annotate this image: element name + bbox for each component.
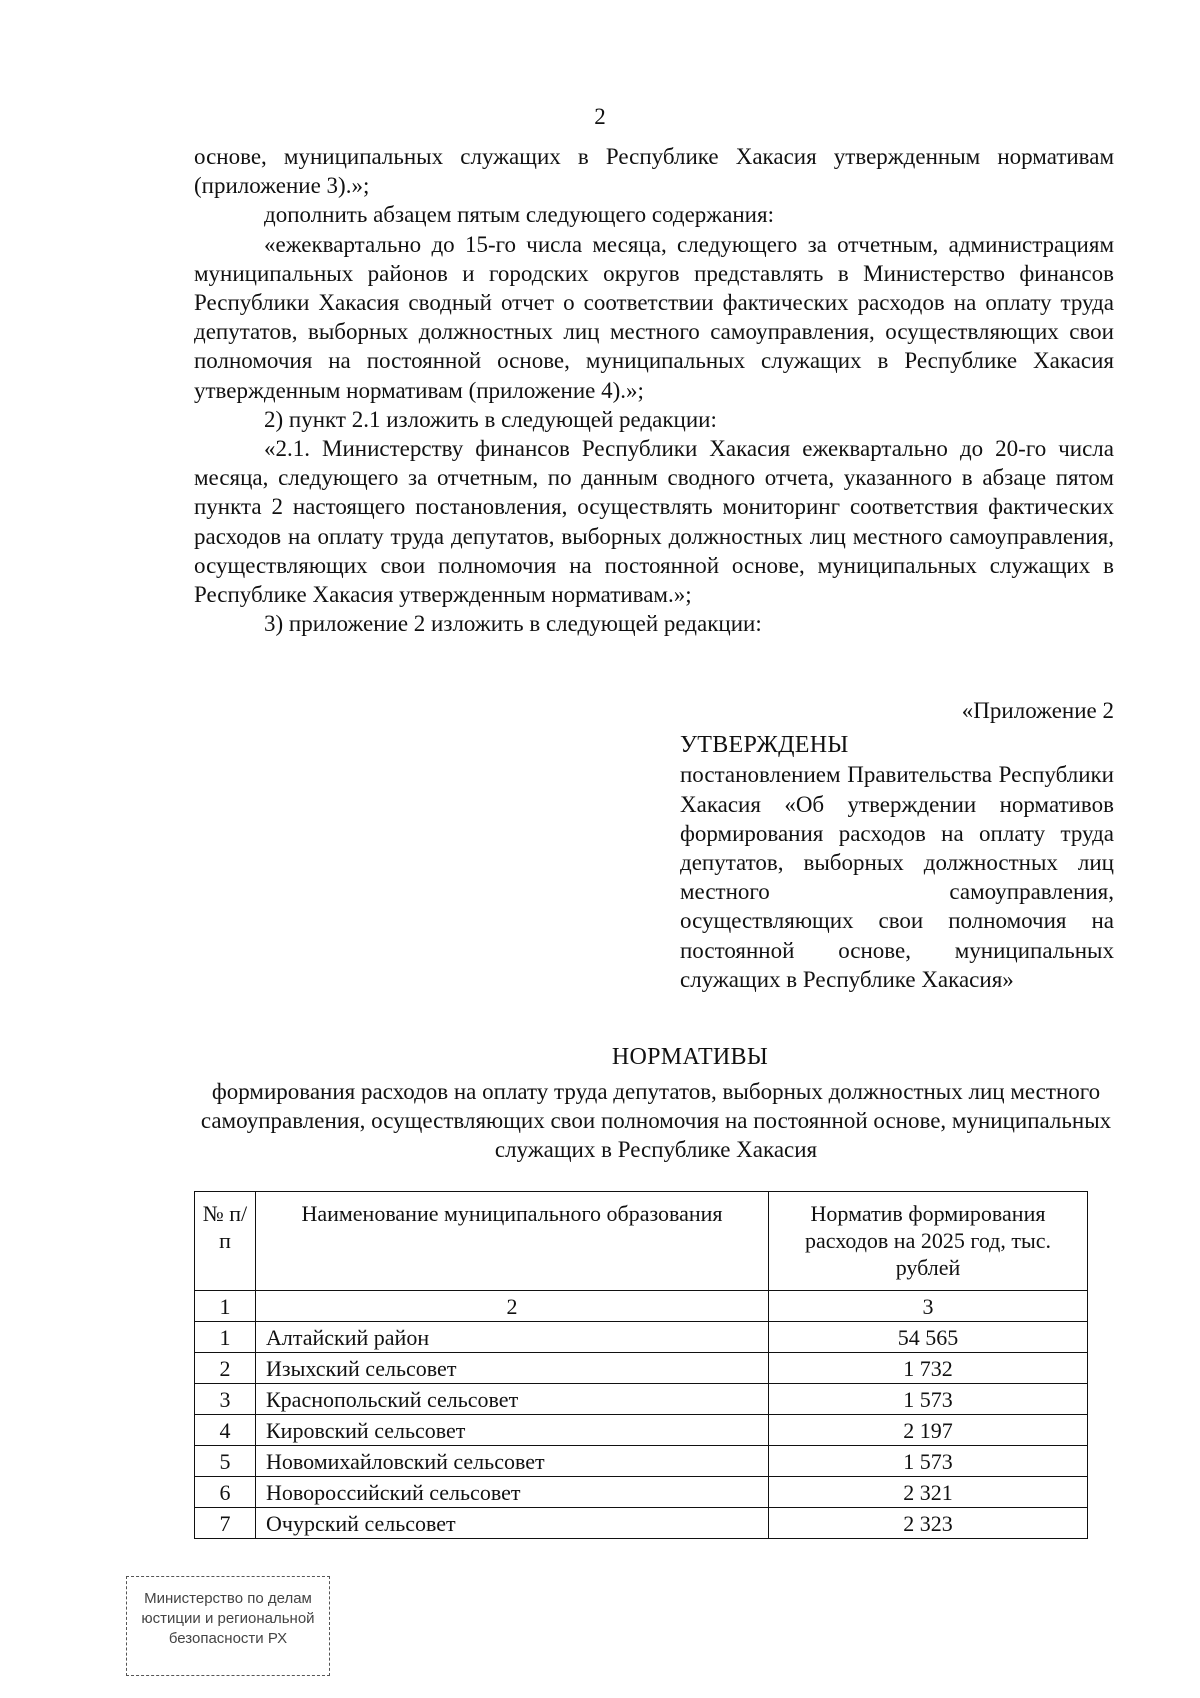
body-paragraph: основе, муниципальных служащих в Республике Хакасия утвержденным нормативам (приложение 3).»; [194,144,1114,199]
column-index: 3 [769,1291,1088,1322]
stamp-line: безопасности РХ [168,1630,288,1647]
table-row [195,1415,1088,1446]
norm-value: 2 323 [769,1508,1088,1539]
row-number: 6 [195,1477,256,1508]
municipality-name: Очурский сельсовет [256,1508,769,1539]
table-row [195,1446,1088,1477]
appendix-block [680,696,1114,994]
column-index-row [195,1291,1088,1322]
table-row [195,1477,1088,1508]
table-row [195,1353,1088,1384]
body-text [194,142,1114,638]
municipality-name: Изыхский сельсовет [256,1353,769,1384]
body-paragraph: дополнить абзацем пятым следующего содержания: [264,202,774,228]
page-number: 2 [594,104,606,129]
municipality-name: Краснопольский сельсовет [256,1384,769,1415]
table-row [195,1508,1088,1539]
norms-table [194,1191,1088,1539]
header-norm-value: Норматив формирования расходов на 2025 год, тыс. рублей [769,1192,1088,1291]
norm-value: 1 573 [769,1384,1088,1415]
approval-basis: постановлением Правительства Республики Хакасия «Об утверждении нормативов формирования расходов на оплату труда депутатов, выборных должностных лиц местного самоуправления, осуществляющих свои полномочия на постоянной основе, муниципальных служащих в Республике Хакасия» [680,762,1114,992]
stamp-line: юстиции и региональной [141,1610,315,1627]
table-header-row [195,1192,1088,1291]
municipality-name: Новомихайловский сельсовет [256,1446,769,1477]
body-paragraph: «2.1. Министерству финансов Республики Хакасия ежеквартально до 20-го числа месяца, следующего за отчетным, по данным сводного отчета, указанного в абзаце пятом пункта 2 настоящего постановления, осуществлять мониторинг соответствия фактических расходов на оплату труда депутатов, выборных должностных лиц местного самоуправления, осуществляющих свои полномочия на постоянной основе, муниципальных служащих в Республике Хакасия утвержденным нормативам.»; [194,436,1114,608]
norm-value: 1 573 [769,1446,1088,1477]
row-number: 4 [195,1415,256,1446]
norms-subtitle: формирования расходов на оплату труда депутатов, выборных должностных лиц местного самоуправления, осуществляющих свои полномочия на постоянной основе, муниципальных служащих в Республике Хакасия [200,1079,1112,1163]
municipality-name: Алтайский район [256,1322,769,1353]
norm-value: 54 565 [769,1322,1088,1353]
body-paragraph: 3) приложение 2 изложить в следующей редакции: [264,611,762,637]
table-row [195,1384,1088,1415]
stamp-line: Министерство по делам [144,1590,312,1607]
municipality-name: Кировский сельсовет [256,1415,769,1446]
norm-value: 2 197 [769,1415,1088,1446]
appendix-label: «Приложение 2 [961,698,1114,723]
header-number: № п/п [195,1192,256,1291]
table-row [195,1322,1088,1353]
column-index: 1 [195,1291,256,1322]
body-paragraph: «ежеквартально до 15-го числа месяца, следующего за отчетным, администрациям муниципальных районов и городских округов представлять в Министерство финансов Республики Хакасия сводный отчет о соответствии фактических расходов на оплату труда депутатов, выборных должностных лиц местного самоуправления, осуществляющих свои полномочия на постоянной основе, муниципальных служащих в Республике Хакасия утвержденным нормативам (приложение 4).»; [194,231,1114,403]
norm-value: 2 321 [769,1477,1088,1508]
row-number: 7 [195,1508,256,1539]
row-number: 3 [195,1384,256,1415]
row-number: 5 [195,1446,256,1477]
column-index: 2 [256,1291,769,1322]
norm-value: 1 732 [769,1353,1088,1384]
municipality-name: Новороссийский сельсовет [256,1477,769,1508]
row-number: 2 [195,1353,256,1384]
header-municipality: Наименование муниципального образования [256,1192,769,1291]
row-number: 1 [195,1322,256,1353]
approved-heading: УТВЕРЖДЕНЫ [680,732,849,759]
ministry-registration-stamp [126,1576,330,1676]
body-paragraph: 2) пункт 2.1 изложить в следующей редакции: [264,406,717,432]
norms-title: НОРМАТИВЫ [611,1044,769,1070]
